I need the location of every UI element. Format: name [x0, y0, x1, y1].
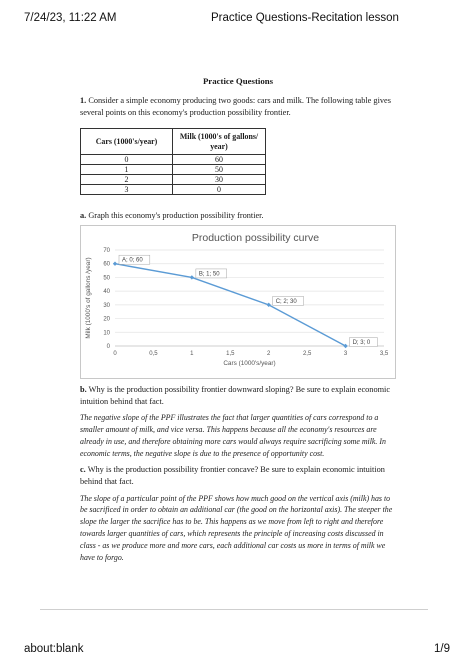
- table-cell-milk: 60: [173, 155, 266, 165]
- question-1-text: Consider a simple economy producing two goods: cars and milk. The following table gives several points on this economy's production possibility frontier.: [80, 96, 391, 117]
- y-tick-label: 70: [103, 248, 110, 254]
- x-tick-label: 0,5: [149, 351, 158, 357]
- question-a-text: Graph this economy's production possibility frontier.: [88, 211, 264, 220]
- table-cell-milk: 0: [173, 185, 266, 195]
- print-url: about:blank: [24, 643, 84, 655]
- question-b: [80, 384, 396, 407]
- data-label: D; 3; 0: [352, 340, 371, 346]
- question-b-label: b.: [80, 385, 87, 394]
- table-header-milk: Milk (1000's of gallons/ year): [173, 129, 266, 155]
- question-1: [80, 95, 396, 118]
- question-c-text: Why is the production possibility frontier concave? Be sure to explain economic intuition behind that fact.: [80, 465, 385, 486]
- table-cell-cars: 1: [81, 165, 173, 175]
- print-timestamp: 7/24/23, 11:22 AM: [24, 12, 117, 24]
- table-cell-milk: 50: [173, 165, 266, 175]
- answer-b: The negative slope of the PPF illustrates the fact that larger quantities of cars correspond to a smaller amount of milk, and vice versa. This happens because all the economy's resources are already in use, and therefore obtaining more cars would always require sacrificing some milk. In economic terms, the negative slope is due to the presence of opportunity cost.: [80, 413, 386, 458]
- y-tick-label: 0: [106, 344, 110, 350]
- table-row: [81, 155, 266, 165]
- question-c: [80, 464, 396, 487]
- x-tick-label: 2: [267, 351, 271, 357]
- data-label: B; 1; 50: [198, 271, 220, 278]
- table-header-row: [81, 129, 266, 155]
- data-label: A; 0; 60: [122, 257, 143, 264]
- document-title: Practice Questions: [202, 76, 274, 86]
- y-tick-label: 10: [103, 330, 110, 337]
- ppf-chart-svg: [81, 226, 395, 378]
- document-page: [80, 76, 396, 562]
- data-point-marker: [190, 275, 194, 279]
- data-point-marker: [113, 262, 117, 266]
- table-cell-milk: 30: [173, 175, 266, 185]
- x-axis-title: Cars (1000's/year): [223, 360, 276, 367]
- y-tick-label: 30: [103, 302, 110, 309]
- y-axis-title: Milk (1000's of gallons /year): [85, 257, 92, 339]
- question-a-label: a.: [80, 211, 87, 220]
- print-page-count: 1/9: [434, 643, 450, 655]
- table-cell-cars: 3: [81, 185, 173, 195]
- x-tick-label: 3,5: [379, 351, 389, 357]
- ppf-chart: [80, 225, 396, 379]
- questions-bc: [80, 384, 396, 563]
- x-tick-label: 3: [343, 351, 348, 357]
- x-tick-label: 1,5: [226, 351, 235, 357]
- print-page-title: Practice Questions-Recitation lesson: [211, 12, 399, 24]
- data-label: C; 2; 30: [275, 298, 297, 305]
- question-a: [80, 210, 396, 222]
- question-b-text: Why is the production possibility frontier downward sloping? Be sure to explain economic intuition behind that fact.: [80, 385, 391, 406]
- page-divider: [40, 609, 428, 610]
- table-row: [81, 175, 266, 185]
- table-cell-cars: 2: [81, 175, 173, 185]
- chart-title: Production possibility curve: [191, 232, 320, 244]
- y-tick-label: 50: [103, 275, 110, 282]
- question-1-number: 1.: [80, 96, 87, 105]
- y-tick-label: 40: [103, 289, 110, 296]
- table-header-cars: Cars (1000's/year): [81, 129, 173, 155]
- table-row: [81, 185, 266, 195]
- answer-c: The slope of a particular point of the PPF shows how much good on the vertical axis (milk) has to be sacrificed in order to obtain an additional car (the good on the horizontal axis). The steeper the slope the larger the sacrifice has to be. This happens as we move from left to right and therefore towards larger quantities of cars, which represents the principle of increasing costs discussed in class - as we produce more and more cars, each additional car costs us more in terms of milk we have to forgo.: [80, 493, 393, 562]
- x-tick-label: 1: [190, 351, 194, 357]
- y-tick-label: 20: [103, 316, 110, 323]
- ppf-table: [80, 128, 266, 195]
- table-cell-cars: 0: [81, 155, 173, 165]
- x-tick-label: 2,5: [302, 351, 312, 357]
- table-row: [81, 165, 266, 175]
- question-c-label: c.: [80, 465, 86, 475]
- y-tick-label: 60: [103, 261, 110, 268]
- x-tick-label: 0: [113, 351, 117, 357]
